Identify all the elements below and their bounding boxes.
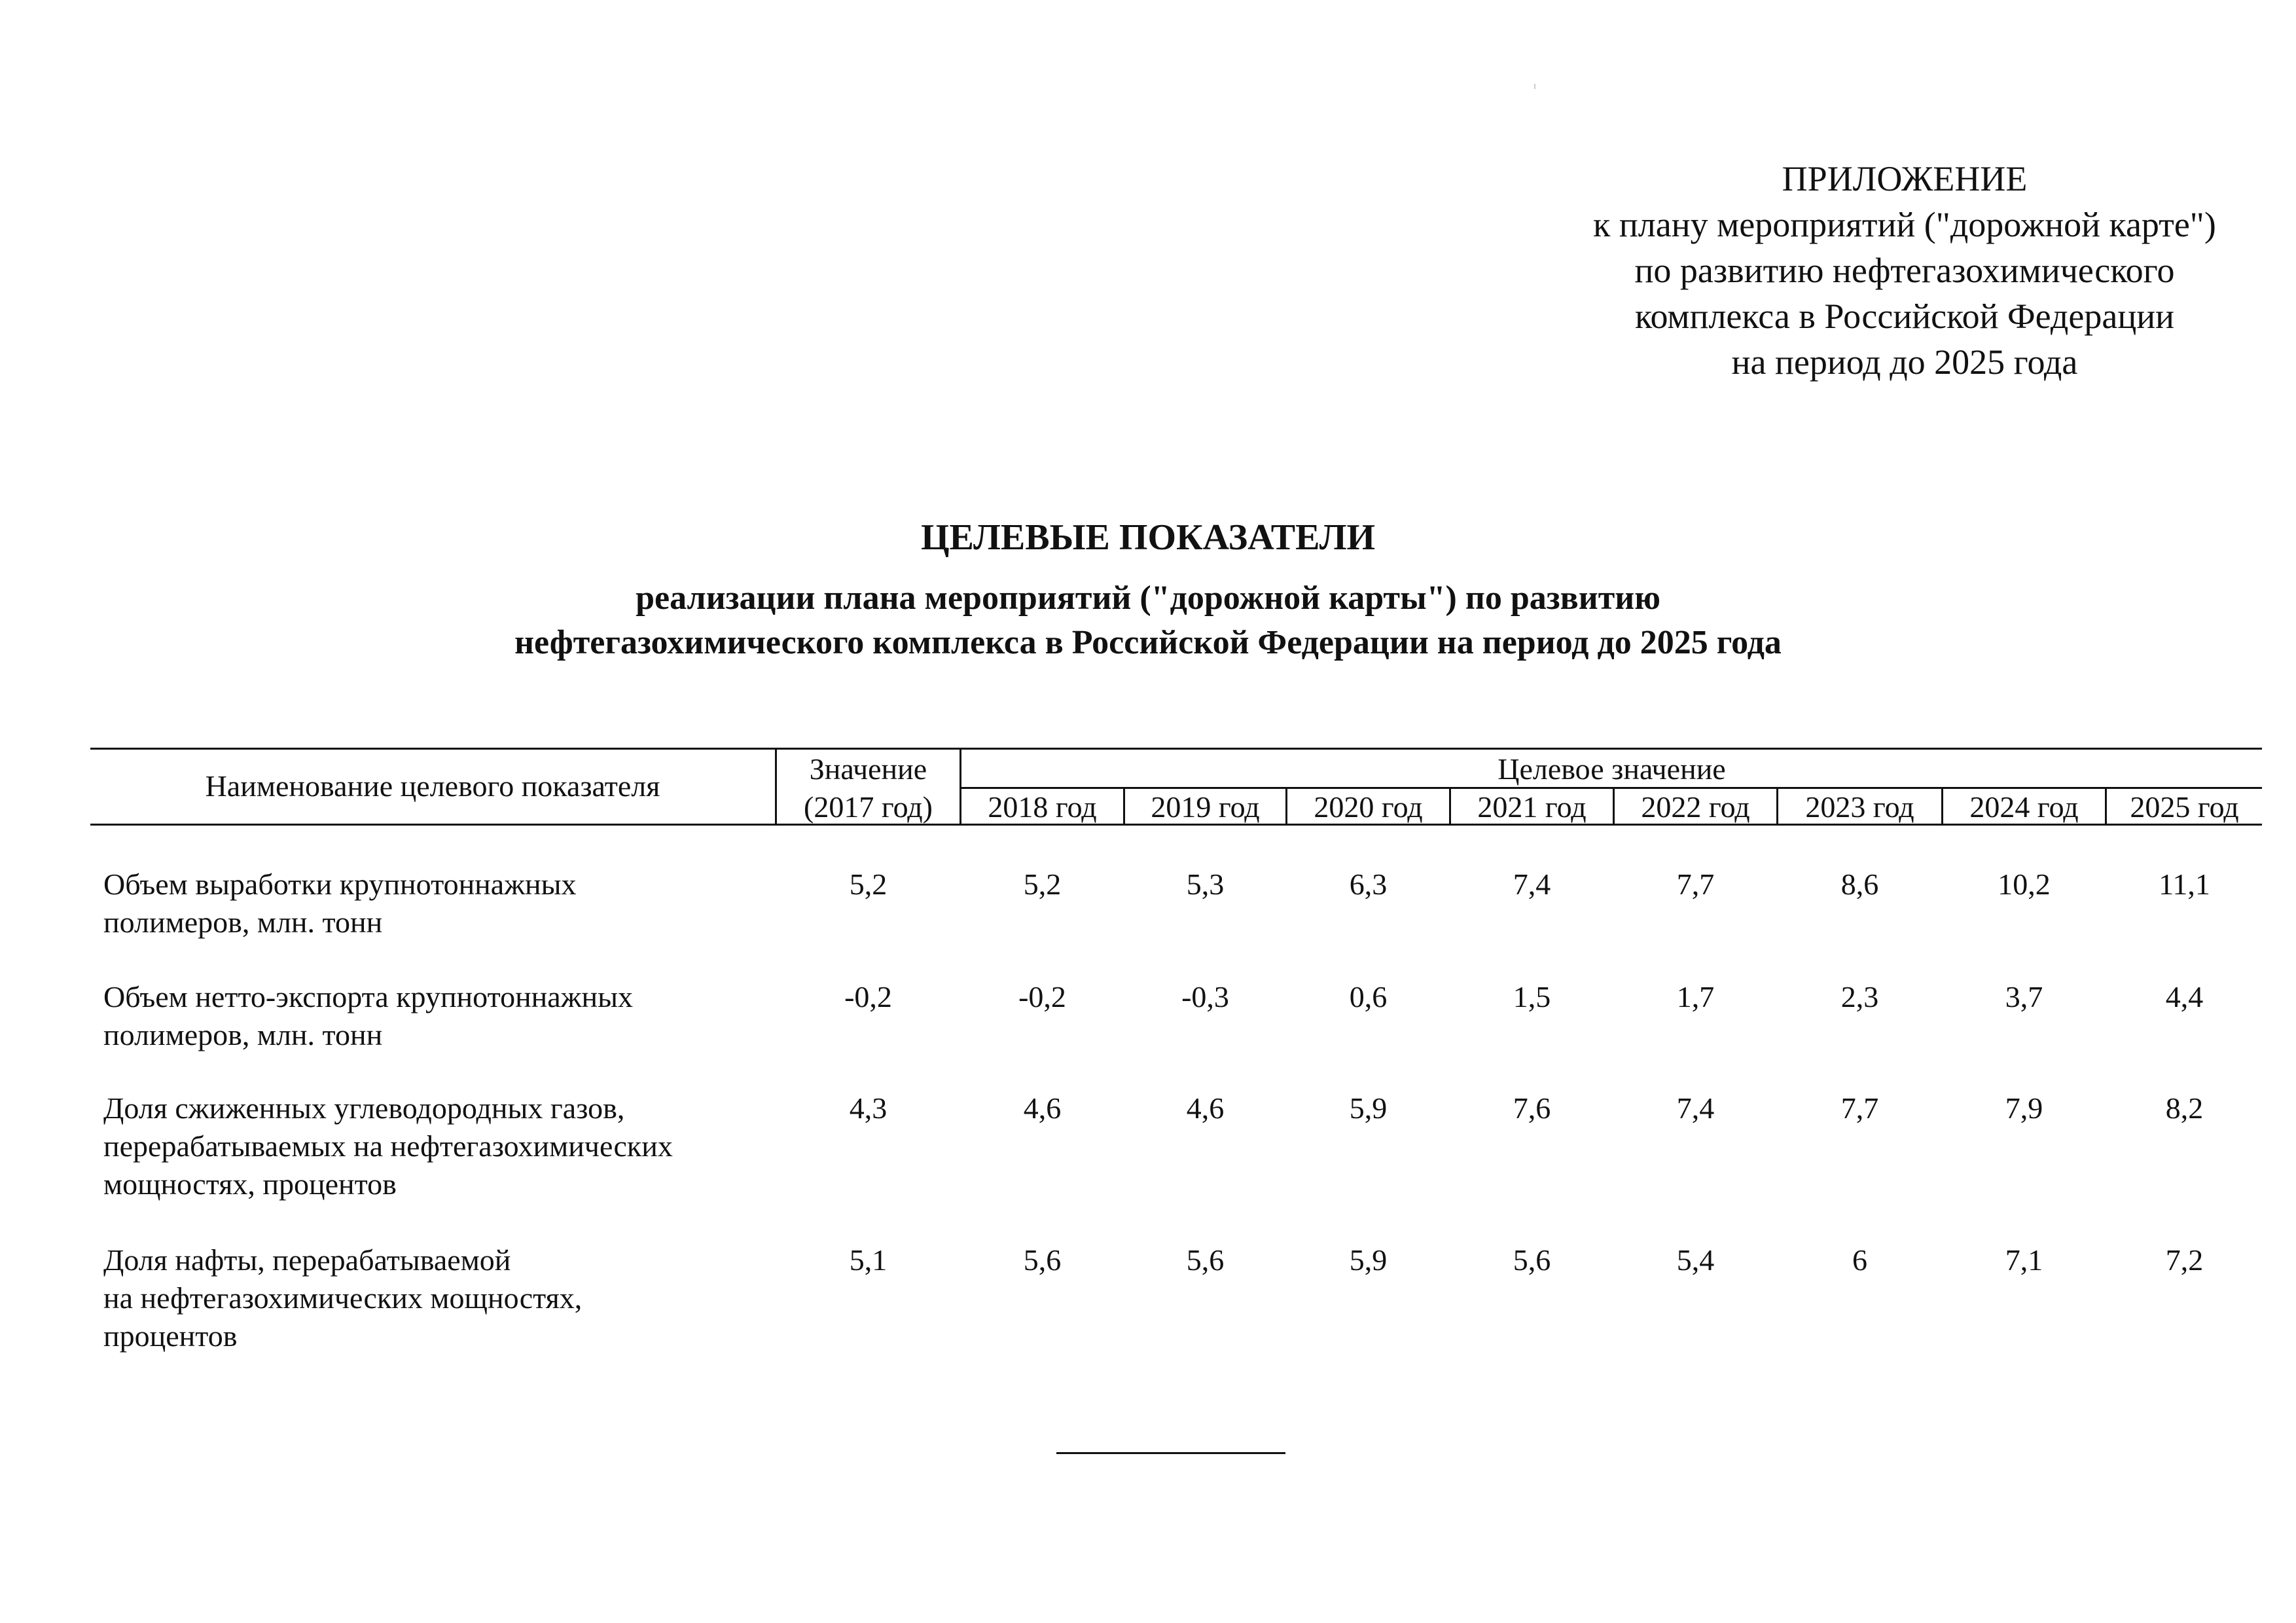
table-cell: 5,3 [1186,867,1225,901]
table-cell: 7,4 [1513,867,1551,901]
header-indicator-name: Наименование целевого показателя [205,769,660,803]
table-cell-base: 4,3 [849,1091,888,1125]
table-cell: 0,6 [1349,980,1388,1013]
table-row-name: Доля сжиженных углеводородных газов, перерабатываемых на нефтегазохимических мощностях, процентов [103,1091,673,1201]
table-row-name: Объем выработки крупнотоннажных полимеров, млн. тонн [103,867,577,939]
table-cell: 8,6 [1840,867,1879,901]
table-cell-base: 5,2 [849,867,888,901]
table-cell: 7,9 [2005,1091,2043,1125]
table-cell: 7,1 [2005,1243,2043,1277]
table-cell: -0,3 [1181,980,1229,1013]
appendix-line: комплекса в Российской Федерации [1634,297,2175,336]
table-cell: 7,2 [2165,1243,2204,1277]
table-row-name: Объем нетто-экспорта крупнотоннажных полимеров, млн. тонн [103,980,634,1051]
document-subtitle [0,576,2296,665]
table-cell: 5,9 [1349,1243,1388,1277]
table-cell: 6 [1852,1243,1867,1277]
table-row-name: Доля нафты, перерабатываемой на нефтегазохимических мощностях, процентов [103,1243,583,1353]
appendix-block [1505,156,2296,385]
header-year: 2023 год [1805,790,1914,824]
table-cell: 5,6 [1023,1243,1062,1277]
table-cell: 7,7 [1840,1091,1879,1125]
scan-speck [1534,84,1535,89]
table-cell: 4,6 [1186,1091,1225,1125]
table-cell: 5,2 [1023,867,1062,901]
table-cell: 4,6 [1023,1091,1062,1125]
header-base-year: (2017 год) [804,790,933,824]
table-cell: 7,4 [1676,1091,1715,1125]
appendix-line: на период до 2025 года [1731,342,2078,382]
appendix-line: к плану мероприятий ("дорожной карте") [1593,205,2216,244]
header-year: 2021 год [1477,790,1587,824]
table-cell-base: -0,2 [844,980,892,1013]
header-year: 2025 год [2130,790,2239,824]
header-base-value: Значение [809,752,927,786]
header-year: 2024 год [1969,790,2079,824]
table-cell: 7,6 [1513,1091,1551,1125]
table-cell: 5,4 [1676,1243,1715,1277]
subtitle-line: нефтегазохимического комплекса в Российской Федерации на период до 2025 года [514,624,1782,661]
table-top-rule [90,748,2262,750]
table-cell: 10,2 [1998,867,2051,901]
table-cell: 8,2 [2165,1091,2204,1125]
table-cell: 1,7 [1676,980,1715,1013]
header-target-group: Целевое значение [1498,752,1726,786]
subtitle-line: реализации плана мероприятий ("дорожной карты") по развитию [636,579,1660,617]
table-cell: 11,1 [2159,867,2210,901]
table-cell: 6,3 [1349,867,1388,901]
header-year: 2019 год [1151,790,1260,824]
appendix-heading: ПРИЛОЖЕНИЕ [1782,159,2028,198]
header-year: 2020 год [1314,790,1423,824]
table-cell: 3,7 [2005,980,2043,1013]
table-cell: 5,9 [1349,1091,1388,1125]
table-cell: 1,5 [1513,980,1551,1013]
header-year: 2018 год [988,790,1097,824]
document-title: ЦЕЛЕВЫЕ ПОКАЗАТЕЛИ [920,517,1376,558]
table-cell: -0,2 [1018,980,1066,1013]
end-of-document-rule [1056,1452,1285,1454]
header-year: 2022 год [1641,790,1750,824]
table-cell: 4,4 [2165,980,2204,1013]
table-cell: 7,7 [1676,867,1715,901]
table-cell: 2,3 [1840,980,1879,1013]
table-cell-base: 5,1 [849,1243,888,1277]
table-cell: 5,6 [1186,1243,1225,1277]
table-cell: 5,6 [1513,1243,1551,1277]
appendix-line: по развитию нефтегазохимического [1634,251,2175,290]
